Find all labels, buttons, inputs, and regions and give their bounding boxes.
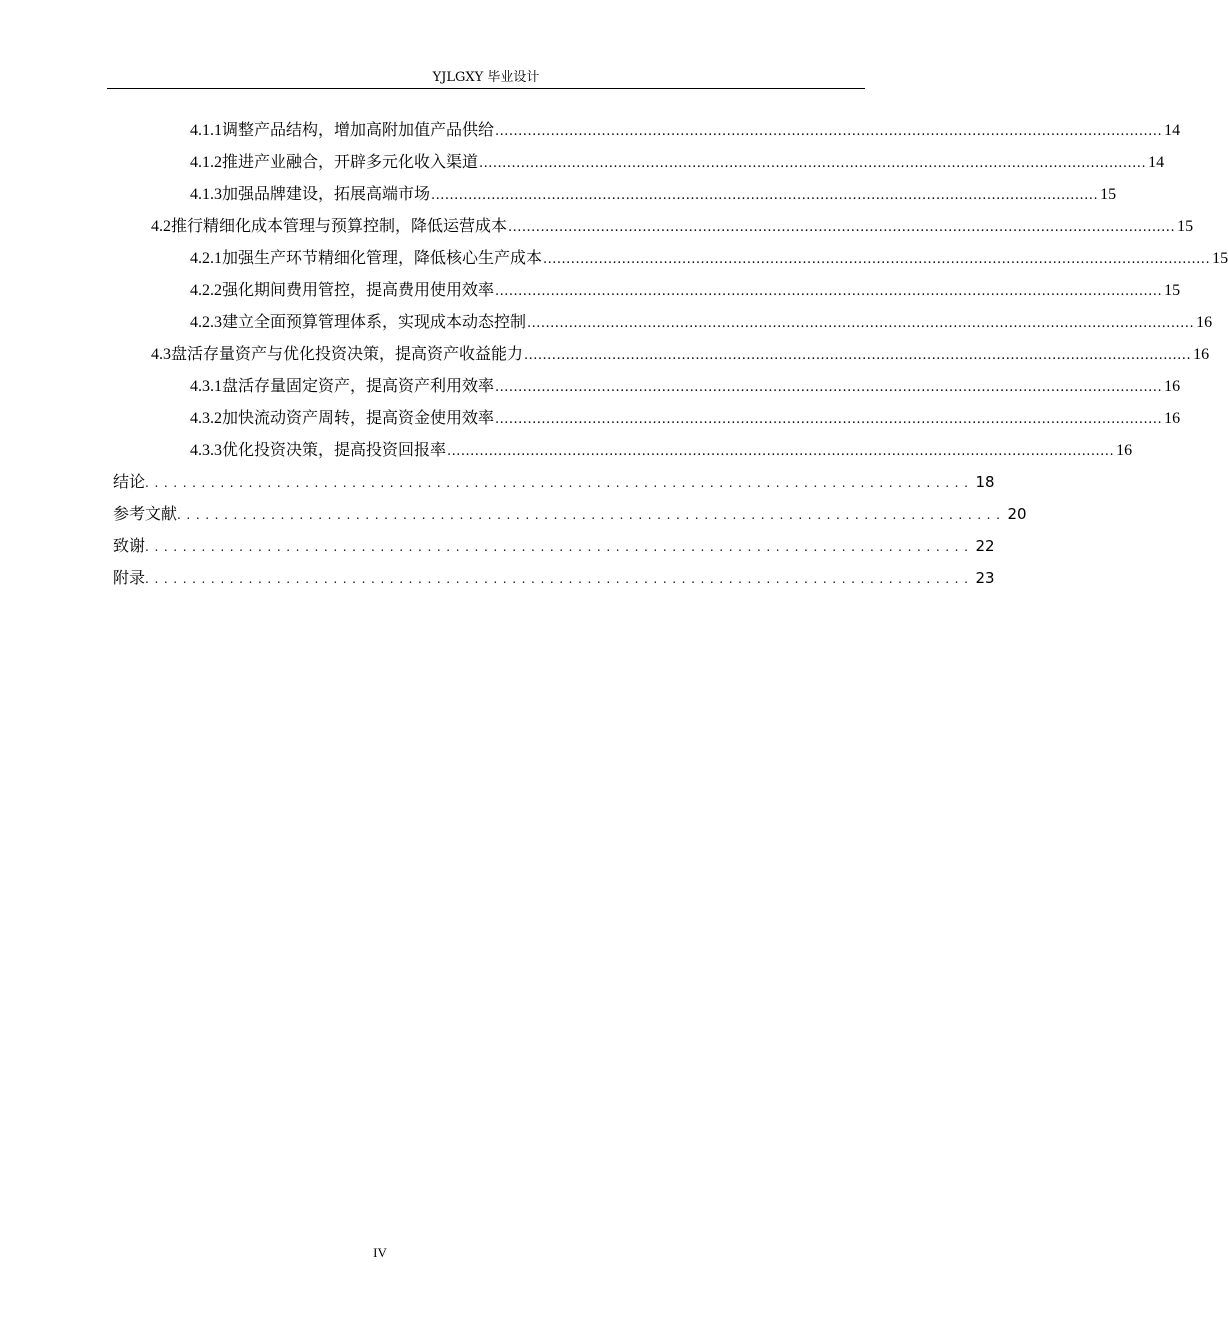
toc-entry-title: 盘活存量资产与优化投资决策，提高资产收益能力 xyxy=(171,338,524,370)
toc-entry-title: 加快流动资产周转，提高资金使用效率 xyxy=(222,402,495,434)
toc-entry-page: 15 xyxy=(1098,179,1116,211)
toc-entry-title: 参考文献 xyxy=(113,498,177,530)
toc-entry-page: 14 xyxy=(1162,115,1180,147)
toc-entry[interactable] xyxy=(0,242,1228,274)
toc-entry-number: 4.2.2 xyxy=(190,282,222,299)
toc-entry[interactable] xyxy=(0,370,1181,402)
toc-entry-title: 强化期间费用管控，提高费用使用效率 xyxy=(222,274,495,306)
toc-entry-page: 18 xyxy=(974,466,995,498)
toc-entry-title: 建立全面预算管理体系，实现成本动态控制 xyxy=(222,306,527,338)
toc-entry-number: 4.3.1 xyxy=(190,378,222,395)
toc-entry-title: 推行精细化成本管理与预算控制，降低运营成本 xyxy=(171,210,508,242)
toc-entry-number: 4.2 xyxy=(151,218,171,235)
toc-entry-page: 16 xyxy=(1114,435,1132,467)
toc-entry-page: 20 xyxy=(1006,498,1027,530)
toc-entry-title-char: 录 xyxy=(129,568,146,587)
toc-entry-page: 15 xyxy=(1210,243,1228,275)
toc-entry-title-char: 致 xyxy=(113,536,130,555)
toc-entry-number: 4.3 xyxy=(151,346,171,363)
toc-entry-title: 加强生产环节精细化管理，降低核心生产成本 xyxy=(222,242,543,274)
toc-entry[interactable] xyxy=(0,434,1133,466)
toc-entry-number: 4.1.2 xyxy=(190,154,222,171)
toc-entry-page: 23 xyxy=(974,562,995,594)
toc-entry-page: 15 xyxy=(1175,211,1193,243)
toc-entry-page: 16 xyxy=(1162,371,1180,403)
toc-entry-page: 22 xyxy=(974,530,995,562)
toc-dot-leader: ........................................................................................ xyxy=(177,508,1006,522)
toc-entry-acknowledgements[interactable] xyxy=(0,530,995,562)
toc-dot-leader: ................................................................................................................................................ xyxy=(495,380,1163,395)
header-divider xyxy=(107,88,865,89)
toc-entry-title-char: 论 xyxy=(129,472,146,491)
toc-entry-title-char: 附 xyxy=(113,568,130,587)
toc-entry-title xyxy=(113,530,145,562)
toc-entry-references[interactable] xyxy=(0,498,1027,530)
toc-entry-title xyxy=(113,466,145,498)
toc-entry-appendix[interactable] xyxy=(0,562,995,594)
toc-dot-leader: ................................................................................................................................................ xyxy=(524,348,1192,363)
toc-dot-leader: ................................................................................................................................................ xyxy=(495,284,1163,299)
toc-entry-conclusion[interactable] xyxy=(0,466,995,498)
toc-entry-number: 4.3.3 xyxy=(190,442,222,459)
toc-entry[interactable] xyxy=(0,210,1194,242)
toc-entry-page: 15 xyxy=(1162,275,1180,307)
toc-entry-number: 4.3.2 xyxy=(190,410,222,427)
toc-entry-title: 盘活存量固定资产，提高资产利用效率 xyxy=(222,370,495,402)
toc-entry-page: 14 xyxy=(1146,147,1164,179)
toc-dot-leader: ................................................................................................................................................ xyxy=(495,412,1163,427)
toc-dot-leader: ................................................................................................................................................ xyxy=(543,252,1211,267)
toc-entry[interactable] xyxy=(0,338,1210,370)
toc-entry-number: 4.1.3 xyxy=(190,186,222,203)
toc-dot-leader: ........................................................................................ xyxy=(145,476,974,490)
toc-dot-leader: ................................................................................................................................................ xyxy=(447,444,1115,459)
toc-entry-number: 4.2.3 xyxy=(190,314,222,331)
toc-entry-page: 16 xyxy=(1191,339,1209,371)
toc-entry[interactable] xyxy=(0,178,1117,210)
toc-dot-leader: ........................................................................................ xyxy=(145,540,974,554)
page-number: IV xyxy=(373,1245,387,1260)
toc-entry-title: 优化投资决策，提高投资回报率 xyxy=(222,434,447,466)
toc-entry-title-char: 结 xyxy=(113,472,130,491)
toc-dot-leader: ................................................................................................................................................ xyxy=(508,220,1176,235)
toc-entry[interactable] xyxy=(0,274,1181,306)
toc-entry-title: 调整产品结构，增加高附加值产品供给 xyxy=(222,114,495,146)
toc-entry[interactable] xyxy=(0,114,1181,146)
toc-dot-leader: ................................................................................................................................................ xyxy=(527,316,1195,331)
toc-entry-title xyxy=(113,562,145,594)
toc-entry[interactable] xyxy=(0,306,1213,338)
toc-entry-page: 16 xyxy=(1162,403,1180,435)
toc-entry-title-char: 谢 xyxy=(129,536,146,555)
toc-dot-leader: ................................................................................................................................................ xyxy=(431,188,1099,203)
toc-entry-page: 16 xyxy=(1194,307,1212,339)
toc-dot-leader: ........................................................................................ xyxy=(145,572,974,586)
toc-dot-leader: ................................................................................................................................................ xyxy=(479,156,1147,171)
toc-entry-number: 4.1.1 xyxy=(190,122,222,139)
toc-entry[interactable] xyxy=(0,146,1165,178)
toc-entry[interactable] xyxy=(0,402,1181,434)
toc-dot-leader: ................................................................................................................................................ xyxy=(495,124,1163,139)
page-header-title: YJLGXY 毕业设计 xyxy=(432,70,540,85)
toc-entry-title: 加强品牌建设，拓展高端市场 xyxy=(222,178,431,210)
toc-entry-number: 4.2.1 xyxy=(190,250,222,267)
toc-entry-title: 推进产业融合，开辟多元化收入渠道 xyxy=(222,146,479,178)
